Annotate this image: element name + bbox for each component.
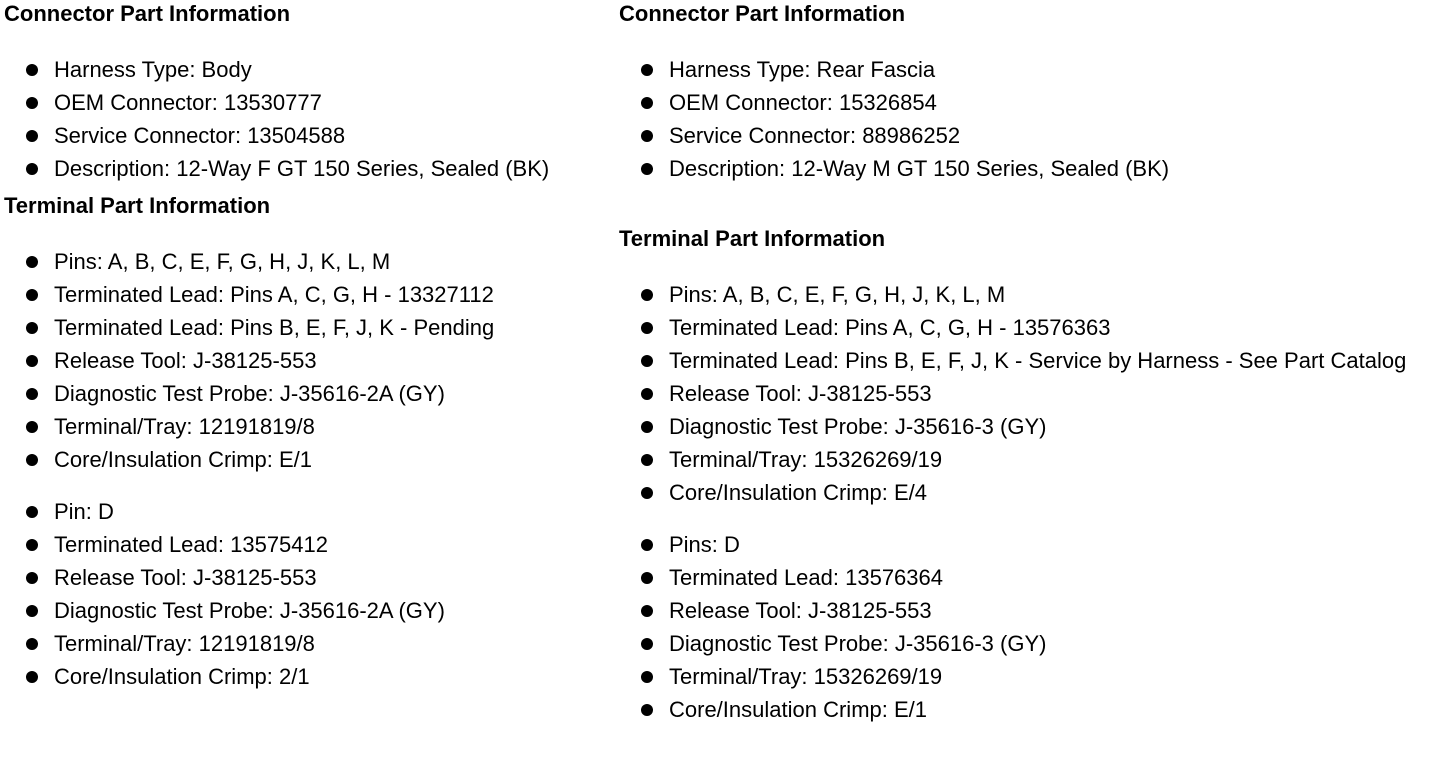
bullet-icon bbox=[26, 506, 38, 518]
list-item bbox=[4, 313, 594, 343]
bullet-icon bbox=[26, 388, 38, 400]
bullet-icon bbox=[641, 671, 653, 683]
list-item-text: Release Tool: J-38125-553 bbox=[54, 348, 317, 373]
list-item bbox=[619, 346, 1435, 376]
list-item bbox=[619, 280, 1435, 310]
list-item-text: Terminated Lead: Pins A, C, G, H - 13576363 bbox=[669, 315, 1111, 340]
list-item bbox=[4, 346, 594, 376]
list-item-text: Diagnostic Test Probe: J-35616-2A (GY) bbox=[54, 598, 445, 623]
list-item-text: Service Connector: 13504588 bbox=[54, 123, 346, 148]
bullet-icon bbox=[26, 289, 38, 301]
list-item-text: Diagnostic Test Probe: J-35616-3 (GY) bbox=[669, 414, 1047, 439]
terminal-heading: Terminal Part Information bbox=[619, 226, 886, 251]
bullet-icon bbox=[641, 64, 653, 76]
list-item bbox=[619, 88, 1435, 118]
list-item-text: Terminal/Tray: 12191819/8 bbox=[54, 414, 315, 439]
terminal-list-group-2 bbox=[4, 497, 594, 692]
list-item-text: Core/Insulation Crimp: 2/1 bbox=[54, 664, 310, 689]
list-item bbox=[619, 530, 1435, 560]
list-item bbox=[4, 563, 594, 593]
bullet-icon bbox=[641, 97, 653, 109]
list-item-text: Harness Type: Body bbox=[54, 57, 252, 82]
bullet-icon bbox=[26, 130, 38, 142]
bullet-icon bbox=[26, 163, 38, 175]
list-item bbox=[4, 154, 594, 184]
connector-list bbox=[4, 55, 594, 184]
list-item-text: Core/Insulation Crimp: E/1 bbox=[54, 447, 312, 472]
bullet-icon bbox=[26, 454, 38, 466]
list-item-text: OEM Connector: 15326854 bbox=[669, 90, 937, 115]
list-item-text: Harness Type: Rear Fascia bbox=[669, 57, 936, 82]
terminal-heading: Terminal Part Information bbox=[4, 193, 271, 218]
list-item-text: Terminated Lead: Pins B, E, F, J, K - Service by Harness - See Part Catalog bbox=[669, 348, 1407, 373]
list-item bbox=[619, 412, 1435, 442]
list-item-text: Release Tool: J-38125-553 bbox=[669, 381, 932, 406]
connector-heading: Connector Part Information bbox=[4, 1, 291, 26]
bullet-icon bbox=[641, 388, 653, 400]
connector-heading: Connector Part Information bbox=[619, 1, 906, 26]
list-item bbox=[619, 563, 1435, 593]
bullet-icon bbox=[641, 454, 653, 466]
list-item bbox=[619, 121, 1435, 151]
list-item-text: Pins: A, B, C, E, F, G, H, J, K, L, M bbox=[54, 249, 391, 274]
terminal-list-group-2 bbox=[619, 530, 1435, 725]
list-item bbox=[619, 629, 1435, 659]
list-item-text: Pin: D bbox=[54, 499, 114, 524]
list-item bbox=[619, 596, 1435, 626]
list-item bbox=[619, 662, 1435, 692]
bullet-icon bbox=[26, 256, 38, 268]
bullet-icon bbox=[641, 539, 653, 551]
list-item-text: Terminal/Tray: 12191819/8 bbox=[54, 631, 315, 656]
bullet-icon bbox=[641, 605, 653, 617]
bullet-icon bbox=[26, 355, 38, 367]
bullet-icon bbox=[641, 130, 653, 142]
list-item bbox=[619, 445, 1435, 475]
bullet-icon bbox=[26, 572, 38, 584]
list-item-text: Pins: D bbox=[669, 532, 740, 557]
bullet-icon bbox=[26, 322, 38, 334]
list-item bbox=[4, 247, 594, 277]
bullet-icon bbox=[641, 572, 653, 584]
list-item-text: Service Connector: 88986252 bbox=[669, 123, 961, 148]
bullet-icon bbox=[26, 638, 38, 650]
list-item-text: Terminated Lead: 13576364 bbox=[669, 565, 943, 590]
list-item bbox=[4, 445, 594, 475]
list-item bbox=[4, 497, 594, 527]
bullet-icon bbox=[26, 64, 38, 76]
list-item bbox=[4, 121, 594, 151]
list-item bbox=[4, 379, 594, 409]
list-item-text: Description: 12-Way F GT 150 Series, Sealed (BK) bbox=[54, 156, 550, 181]
list-item-text: Diagnostic Test Probe: J-35616-2A (GY) bbox=[54, 381, 445, 406]
list-item bbox=[4, 530, 594, 560]
bullet-icon bbox=[26, 421, 38, 433]
list-item bbox=[619, 478, 1435, 508]
list-item-text: Terminal/Tray: 15326269/19 bbox=[669, 664, 943, 689]
list-item-text: Terminal/Tray: 15326269/19 bbox=[669, 447, 943, 472]
list-item-text: Core/Insulation Crimp: E/4 bbox=[669, 480, 927, 505]
list-item-text: OEM Connector: 13530777 bbox=[54, 90, 322, 115]
bullet-icon bbox=[26, 671, 38, 683]
bullet-icon bbox=[641, 322, 653, 334]
list-item-text: Release Tool: J-38125-553 bbox=[669, 598, 932, 623]
list-item-text: Terminated Lead: Pins A, C, G, H - 13327112 bbox=[54, 282, 494, 307]
terminal-list-group-1 bbox=[619, 280, 1435, 508]
list-item bbox=[4, 662, 594, 692]
connector-list bbox=[619, 55, 1435, 184]
list-item bbox=[619, 379, 1435, 409]
bullet-icon bbox=[641, 163, 653, 175]
list-item-text: Core/Insulation Crimp: E/1 bbox=[669, 697, 927, 722]
left-column bbox=[4, 0, 594, 695]
bullet-icon bbox=[641, 704, 653, 716]
bullet-icon bbox=[26, 97, 38, 109]
list-item bbox=[619, 154, 1435, 184]
list-item bbox=[4, 629, 594, 659]
list-item bbox=[4, 412, 594, 442]
list-item bbox=[4, 55, 594, 85]
list-item-text: Description: 12-Way M GT 150 Series, Sealed (BK) bbox=[669, 156, 1170, 181]
bullet-icon bbox=[641, 421, 653, 433]
list-item bbox=[619, 55, 1435, 85]
list-item bbox=[4, 596, 594, 626]
list-item bbox=[619, 695, 1435, 725]
list-item bbox=[619, 313, 1435, 343]
bullet-icon bbox=[26, 605, 38, 617]
list-item bbox=[4, 280, 594, 310]
right-column bbox=[619, 0, 1435, 728]
bullet-icon bbox=[641, 487, 653, 499]
list-item bbox=[4, 88, 594, 118]
terminal-list-group-1 bbox=[4, 247, 594, 475]
list-item-text: Pins: A, B, C, E, F, G, H, J, K, L, M bbox=[669, 282, 1006, 307]
bullet-icon bbox=[26, 539, 38, 551]
bullet-icon bbox=[641, 355, 653, 367]
list-item-text: Release Tool: J-38125-553 bbox=[54, 565, 317, 590]
list-item-text: Terminated Lead: 13575412 bbox=[54, 532, 328, 557]
bullet-icon bbox=[641, 289, 653, 301]
bullet-icon bbox=[641, 638, 653, 650]
list-item-text: Diagnostic Test Probe: J-35616-3 (GY) bbox=[669, 631, 1047, 656]
list-item-text: Terminated Lead: Pins B, E, F, J, K - Pending bbox=[54, 315, 495, 340]
